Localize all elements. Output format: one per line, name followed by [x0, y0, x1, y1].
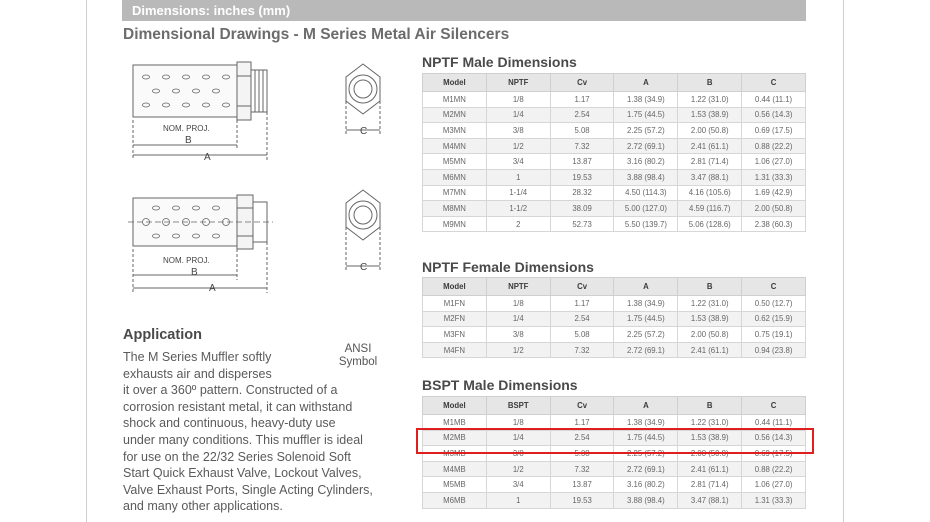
table-cell: M7MN — [423, 185, 487, 201]
male-silencer-side-view — [133, 62, 267, 160]
application-text-line: shock and continuous, heavy-duty use — [123, 416, 336, 431]
table-cell: 3.47 (88.1) — [678, 492, 742, 508]
table-row — [423, 138, 806, 154]
application-text-line: under many conditions. This muffler is ideal — [123, 432, 363, 447]
table-cell: 0.88 (22.2) — [742, 138, 806, 154]
table-cell: 0.69 (17.5) — [742, 446, 806, 462]
female-silencer-side-view — [128, 195, 273, 293]
nptf-male-table — [422, 73, 806, 232]
column-header: B — [678, 397, 742, 415]
table-row — [423, 185, 806, 201]
table-cell: 28.32 — [550, 185, 614, 201]
table-cell: 4.59 (116.7) — [678, 201, 742, 217]
application-text-line: Valve Exhaust Ports, Single Acting Cylinders, — [123, 482, 373, 497]
table-cell: 3.88 (98.4) — [614, 169, 678, 185]
table-cell: 7.32 — [550, 138, 614, 154]
column-header: C — [742, 397, 806, 415]
column-header: Cv — [550, 278, 614, 296]
table-cell: 2.41 (61.1) — [678, 461, 742, 477]
table-cell: 1.38 (34.9) — [614, 92, 678, 108]
highlighted-row-box — [416, 428, 814, 454]
table-cell: 1.06 (27.0) — [742, 154, 806, 170]
table-cell: 5.08 — [550, 123, 614, 139]
application-text-line: corrosion resistant metal, it can withstand — [123, 399, 353, 414]
table-row — [423, 107, 806, 123]
table-cell: 0.69 (17.5) — [742, 123, 806, 139]
table-cell: 1/2 — [486, 342, 550, 358]
table-cell: 2.25 (57.2) — [614, 446, 678, 462]
table-cell: 5.00 (127.0) — [614, 201, 678, 217]
table-cell: 0.94 (23.8) — [742, 342, 806, 358]
nom-proj-label-top: NOM. PROJ. — [163, 124, 210, 133]
table-cell: 2.38 (60.3) — [742, 216, 806, 232]
hex-end-view-top — [346, 64, 380, 135]
table-row — [423, 461, 806, 477]
table-cell: 13.87 — [550, 154, 614, 170]
table-cell: 1.69 (42.9) — [742, 185, 806, 201]
table-row — [423, 311, 806, 327]
table-cell: 1.17 — [550, 296, 614, 312]
column-header: Model — [423, 278, 487, 296]
nptf-female-title: NPTF Female Dimensions — [422, 259, 594, 275]
table-cell: 2.54 — [550, 107, 614, 123]
table-cell: M1FN — [423, 296, 487, 312]
table-row — [423, 92, 806, 108]
table-cell: 1.38 (34.9) — [614, 296, 678, 312]
column-header: NPTF — [486, 74, 550, 92]
table-cell: 1 — [486, 169, 550, 185]
table-cell: 1.53 (38.9) — [678, 107, 742, 123]
column-header: C — [742, 74, 806, 92]
nom-proj-label-bottom: NOM. PROJ. — [163, 256, 210, 265]
table-cell: 1.31 (33.3) — [742, 169, 806, 185]
nptf-male-title: NPTF Male Dimensions — [422, 54, 577, 70]
table-cell: 2.00 (50.8) — [678, 446, 742, 462]
table-cell: 5.06 (128.6) — [678, 216, 742, 232]
table-cell: M6MN — [423, 169, 487, 185]
table-cell: M1MB — [423, 415, 487, 431]
table-cell: 1/8 — [486, 92, 550, 108]
application-text-line: for use on the 22/32 Series Solenoid Soft — [123, 449, 351, 464]
table-cell: 1/8 — [486, 296, 550, 312]
table-cell: 19.53 — [550, 169, 614, 185]
column-header: BSPT — [486, 397, 550, 415]
column-header: Cv — [550, 397, 614, 415]
dimensional-drawings — [118, 50, 408, 300]
table-cell: 1.38 (34.9) — [614, 415, 678, 431]
table-cell: 0.44 (11.1) — [742, 415, 806, 431]
application-text-line: it over a 360º pattern. Constructed of a — [123, 383, 338, 398]
table-row — [423, 123, 806, 139]
table-cell: 1 — [486, 492, 550, 508]
table-cell: 3.47 (88.1) — [678, 169, 742, 185]
hex-end-view-bottom — [346, 190, 380, 272]
table-cell: 1.17 — [550, 92, 614, 108]
table-row — [423, 492, 806, 508]
table-cell: 1.53 (38.9) — [678, 430, 742, 446]
table-cell: 2.00 (50.8) — [678, 123, 742, 139]
table-cell: 2.25 (57.2) — [614, 123, 678, 139]
table-cell: 1.75 (44.5) — [614, 311, 678, 327]
table-cell: 0.62 (15.9) — [742, 311, 806, 327]
table-cell: 3/8 — [486, 446, 550, 462]
table-row — [423, 201, 806, 217]
table-cell: 1.75 (44.5) — [614, 430, 678, 446]
nptf-female-table — [422, 277, 806, 358]
column-header: Model — [423, 397, 487, 415]
table-cell: M2MN — [423, 107, 487, 123]
table-cell: 2.00 (50.8) — [742, 201, 806, 217]
table-cell: 1.17 — [550, 415, 614, 431]
column-header: NPTF — [486, 278, 550, 296]
table-cell: 2.81 (71.4) — [678, 477, 742, 493]
table-cell: 1.75 (44.5) — [614, 107, 678, 123]
right-page-edge — [843, 0, 844, 522]
table-cell: 19.53 — [550, 492, 614, 508]
table-row — [423, 342, 806, 358]
table-cell: 7.32 — [550, 461, 614, 477]
column-header: Cv — [550, 74, 614, 92]
table-cell: 52.73 — [550, 216, 614, 232]
table-cell: 1.31 (33.3) — [742, 492, 806, 508]
table-cell: 0.88 (22.2) — [742, 461, 806, 477]
table-cell: 2.41 (61.1) — [678, 138, 742, 154]
table-cell: 2.54 — [550, 430, 614, 446]
table-row — [423, 169, 806, 185]
table-cell: M1MN — [423, 92, 487, 108]
table-cell: 3.16 (80.2) — [614, 477, 678, 493]
table-cell: 13.87 — [550, 477, 614, 493]
column-header: A — [614, 397, 678, 415]
table-header-row — [423, 397, 806, 415]
table-cell: 2.72 (69.1) — [614, 342, 678, 358]
dim-b-label-bottom: B — [191, 267, 198, 278]
left-page-edge — [86, 0, 87, 522]
table-cell: M4FN — [423, 342, 487, 358]
table-cell: 3/4 — [486, 154, 550, 170]
table-cell: M4MB — [423, 461, 487, 477]
table-cell: 1/4 — [486, 107, 550, 123]
table-cell: 5.50 (139.7) — [614, 216, 678, 232]
application-title: Application — [123, 327, 202, 343]
page-title: Dimensional Drawings - M Series Metal Air Silencers — [123, 26, 510, 43]
dim-b-label-top: B — [185, 135, 192, 146]
ansi-label-line2: Symbol — [338, 356, 378, 368]
table-cell: 2.41 (61.1) — [678, 342, 742, 358]
table-cell: 1.22 (31.0) — [678, 92, 742, 108]
table-row — [423, 327, 806, 343]
table-cell: M2MB — [423, 430, 487, 446]
table-cell: 5.08 — [550, 446, 614, 462]
column-header: B — [678, 278, 742, 296]
table-cell: 2.25 (57.2) — [614, 327, 678, 343]
table-cell: 2.54 — [550, 311, 614, 327]
table-header-row — [423, 74, 806, 92]
table-row — [423, 154, 806, 170]
table-cell: 0.56 (14.3) — [742, 107, 806, 123]
application-text-line: Start Quick Exhaust Valve, Lockout Valves, — [123, 466, 362, 481]
dim-c-label-top: C — [360, 126, 368, 137]
table-cell: 0.75 (19.1) — [742, 327, 806, 343]
table-cell: 1.06 (27.0) — [742, 477, 806, 493]
table-cell: M6MB — [423, 492, 487, 508]
ansi-label-line1: ANSI — [344, 343, 372, 355]
table-cell: M4MN — [423, 138, 487, 154]
application-text-line: and many other applications. — [123, 499, 283, 514]
table-cell: 4.16 (105.6) — [678, 185, 742, 201]
section-header-bar — [122, 0, 806, 21]
table-cell: 3/8 — [486, 327, 550, 343]
table-row — [423, 296, 806, 312]
table-cell: 3.16 (80.2) — [614, 154, 678, 170]
table-row — [423, 477, 806, 493]
table-cell: 0.50 (12.7) — [742, 296, 806, 312]
table-header-row — [423, 278, 806, 296]
table-cell: 5.08 — [550, 327, 614, 343]
column-header: Model — [423, 74, 487, 92]
table-cell: 2.81 (71.4) — [678, 154, 742, 170]
table-cell: M9MN — [423, 216, 487, 232]
table-cell: 2 — [486, 216, 550, 232]
table-cell: 3/4 — [486, 477, 550, 493]
table-cell: M8MN — [423, 201, 487, 217]
section-header-label: Dimensions: inches (mm) — [132, 3, 291, 18]
table-cell: 38.09 — [550, 201, 614, 217]
table-cell: 0.56 (14.3) — [742, 430, 806, 446]
table-cell: 1.22 (31.0) — [678, 296, 742, 312]
table-cell: M3MN — [423, 123, 487, 139]
table-cell: 1/4 — [486, 430, 550, 446]
table-cell: M5MB — [423, 477, 487, 493]
table-cell: 1/8 — [486, 415, 550, 431]
table-cell: 4.50 (114.3) — [614, 185, 678, 201]
table-cell: 0.44 (11.1) — [742, 92, 806, 108]
application-text — [123, 349, 373, 515]
table-cell: 1/2 — [486, 138, 550, 154]
column-header: A — [614, 74, 678, 92]
table-row — [423, 216, 806, 232]
dim-a-label-top: A — [204, 152, 211, 163]
column-header: A — [614, 278, 678, 296]
table-cell: 1-1/2 — [486, 201, 550, 217]
table-cell: M5MN — [423, 154, 487, 170]
table-cell: 2.72 (69.1) — [614, 461, 678, 477]
table-cell: 2.72 (69.1) — [614, 138, 678, 154]
table-cell: 3.88 (98.4) — [614, 492, 678, 508]
column-header: B — [678, 74, 742, 92]
dim-a-label-bottom: A — [209, 283, 216, 294]
bspt-male-title: BSPT Male Dimensions — [422, 377, 578, 393]
table-cell: 7.32 — [550, 342, 614, 358]
table-cell: M2FN — [423, 311, 487, 327]
table-cell: 1.22 (31.0) — [678, 415, 742, 431]
table-cell: 1-1/4 — [486, 185, 550, 201]
column-header: C — [742, 278, 806, 296]
table-cell: M3FN — [423, 327, 487, 343]
table-cell: 2.00 (50.8) — [678, 327, 742, 343]
table-cell: M3MB — [423, 446, 487, 462]
table-cell: 1/4 — [486, 311, 550, 327]
table-cell: 1/2 — [486, 461, 550, 477]
table-cell: 3/8 — [486, 123, 550, 139]
table-cell: 1.53 (38.9) — [678, 311, 742, 327]
application-text-line: exhausts air and disperses — [123, 366, 272, 381]
application-text-line: The M Series Muffler softly — [123, 350, 272, 364]
dim-c-label-bottom: C — [360, 262, 368, 273]
